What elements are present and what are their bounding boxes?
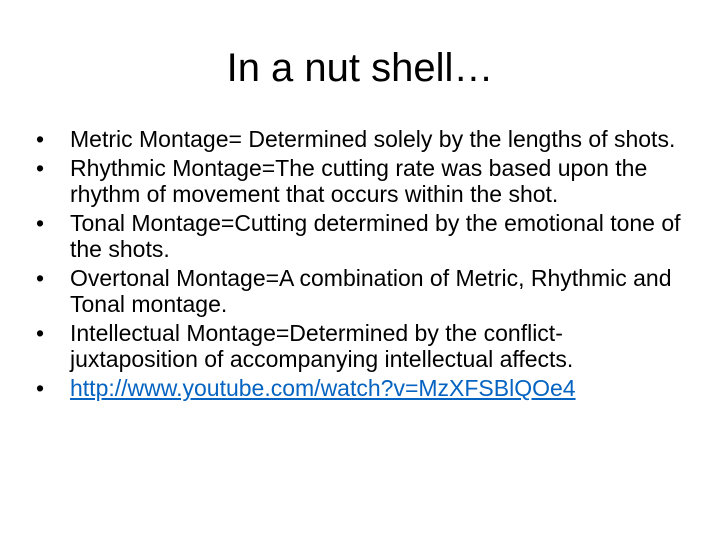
bullet-icon: • bbox=[36, 126, 45, 152]
bullet-icon: • bbox=[36, 375, 45, 401]
slide-title: In a nut shell… bbox=[226, 46, 494, 90]
bullet-item-intellectual bbox=[36, 320, 686, 372]
bullet-list bbox=[36, 126, 686, 404]
bullet-item-tonal bbox=[36, 210, 686, 262]
bullet-text: Tonal Montage=Cutting determined by the emotional tone of the shots. bbox=[70, 210, 681, 262]
bullet-text: Intellectual Montage=Determined by the conflict-juxtaposition of accompanying intellectual affects. bbox=[70, 320, 574, 372]
bullet-text: Metric Montage= Determined solely by the lengths of shots. bbox=[70, 126, 676, 152]
bullet-text: Overtonal Montage=A combination of Metric, Rhythmic and Tonal montage. bbox=[70, 265, 672, 317]
youtube-link[interactable]: http://www.youtube.com/watch?v=MzXFSBlQOe4 bbox=[70, 375, 576, 401]
bullet-icon: • bbox=[36, 155, 45, 181]
bullet-icon: • bbox=[36, 320, 45, 346]
bullet-item-rhythmic bbox=[36, 155, 686, 207]
bullet-icon: • bbox=[36, 265, 45, 291]
bullet-item-link bbox=[36, 375, 686, 401]
bullet-item-metric bbox=[36, 126, 686, 152]
bullet-text: Rhythmic Montage=The cutting rate was based upon the rhythm of movement that occurs within the shot. bbox=[70, 155, 648, 207]
bullet-icon: • bbox=[36, 210, 45, 236]
bullet-item-overtonal bbox=[36, 265, 686, 317]
